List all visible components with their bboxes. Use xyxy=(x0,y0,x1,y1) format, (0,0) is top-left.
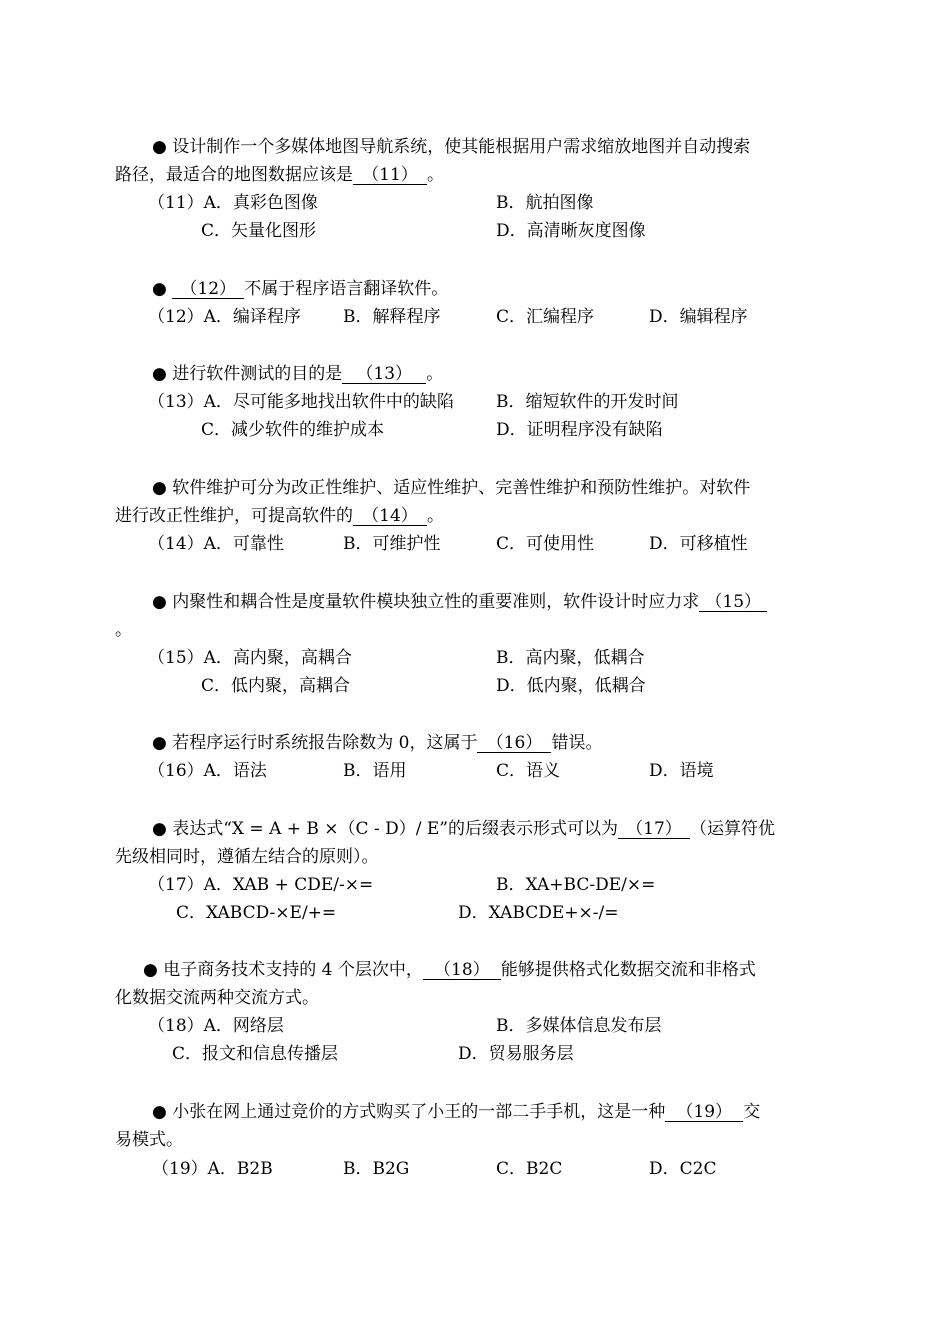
question-14-option-c: C．可使用性 xyxy=(496,534,595,554)
question-14-option-a: （14）A．可靠性 xyxy=(148,534,284,554)
question-18-stem-line1 xyxy=(143,960,840,980)
question-19-option-a: （19）A．B2B xyxy=(152,1159,273,1179)
question-17-stem-line2 xyxy=(115,847,840,867)
question-19-option-c: C．B2C xyxy=(496,1159,563,1179)
question-16-stem-end: 错误。 xyxy=(551,733,603,753)
question-15-option-a: （15）A．高内聚，高耦合 xyxy=(148,648,352,668)
question-11-stem-line2 xyxy=(115,165,840,185)
question-14-option-d: D．可移植性 xyxy=(649,534,748,554)
question-18-stem-line2 xyxy=(115,988,840,1008)
question-14-option-b: B．可维护性 xyxy=(343,534,441,554)
question-19-stem-line1 xyxy=(152,1102,840,1122)
question-16-option-c: C．语义 xyxy=(496,761,561,781)
question-17-stem-line1 xyxy=(152,819,840,839)
question-14-stem-end: 。 xyxy=(427,506,444,526)
question-11-stem-line1 xyxy=(152,137,840,157)
question-17-option-c: C．XABCD-×E/+= xyxy=(176,903,337,923)
question-19-option-d: D．C2C xyxy=(649,1159,717,1179)
answer-blank-19: （19） xyxy=(665,1103,743,1122)
answer-blank-11: （11） xyxy=(353,166,427,185)
question-18-option-b: B．多媒体信息发布层 xyxy=(496,1016,662,1036)
question-17-option-d: D．XABCDE+×-/= xyxy=(458,903,619,923)
question-11-option-d: D．高清晰灰度图像 xyxy=(496,221,646,241)
question-13-stem xyxy=(152,364,840,384)
question-17-option-a: （17）A．XAB + CDE/-×= xyxy=(148,875,374,895)
question-11-option-c: C．矢量化图形 xyxy=(201,221,317,241)
question-16-option-a: （16）A．语法 xyxy=(148,761,267,781)
question-12-option-b: B．解释程序 xyxy=(343,307,441,327)
question-12-option-c: C．汇编程序 xyxy=(496,307,595,327)
question-15-option-b: B．高内聚，低耦合 xyxy=(496,648,645,668)
question-18-stem-text2: 化数据交流两种交流方式。 xyxy=(115,988,319,1008)
question-12-stem-text: 不属于程序语言翻译软件。 xyxy=(244,279,449,299)
question-13-stem-end: 。 xyxy=(426,364,444,384)
answer-blank-15: （15） xyxy=(699,593,767,612)
question-11-stem-text: ● 设计制作一个多媒体地图导航系统，使其能根据用户需求缩放地图并自动搜索 xyxy=(152,137,751,157)
question-12-bullet: ● xyxy=(152,279,173,299)
question-18-option-a: （18）A．网络层 xyxy=(148,1016,284,1036)
question-15-stem-end: 。 xyxy=(115,620,132,640)
question-19-option-b: B．B2G xyxy=(343,1159,410,1179)
question-11-option-a: （11）A．真彩色图像 xyxy=(148,193,318,213)
answer-blank-17: （17） xyxy=(618,820,690,839)
question-13-option-b: B．缩短软件的开发时间 xyxy=(496,392,679,412)
question-17-option-b: B．XA+BC-DE/×= xyxy=(496,875,656,895)
question-17-stem-end: （运算符优 xyxy=(689,819,775,839)
question-12-option-d: D．编辑程序 xyxy=(649,307,748,327)
answer-blank-13: （13） xyxy=(342,365,426,384)
answer-blank-12: （12） xyxy=(172,280,244,299)
question-15-stem-text: ● 内聚性和耦合性是度量软件模块独立性的重要准则，软件设计时应力求 xyxy=(152,592,700,612)
question-13-stem-text: ● 进行软件测试的目的是 xyxy=(152,364,343,384)
question-15-option-c: C．低内聚，高耦合 xyxy=(201,676,351,696)
answer-blank-16: （16） xyxy=(477,734,551,753)
question-18-stem-text: ● 电子商务技术支持的 4 个层次中， xyxy=(143,960,423,980)
question-18-option-d: D．贸易服务层 xyxy=(458,1044,574,1064)
question-19-stem-line2 xyxy=(115,1130,840,1150)
question-18-option-c: C．报文和信息传播层 xyxy=(172,1044,339,1064)
question-14-stem-text: ● 软件维护可分为改正性维护、适应性维护、完善性维护和预防性维护。对软件 xyxy=(152,478,751,498)
question-13-option-c: C．减少软件的维护成本 xyxy=(201,420,385,440)
question-13-option-a: （13）A．尽可能多地找出软件中的缺陷 xyxy=(148,392,454,412)
answer-blank-14: （14） xyxy=(353,507,427,526)
question-12-option-a: （12）A．编译程序 xyxy=(148,307,301,327)
question-12-stem xyxy=(152,279,840,299)
question-19-stem-text2: 易模式。 xyxy=(115,1130,183,1150)
question-14-stem-line1 xyxy=(152,478,840,498)
question-13-option-d: D．证明程序没有缺陷 xyxy=(496,420,663,440)
question-11-stem-end: 。 xyxy=(427,165,444,185)
question-18-stem-end: 能够提供格式化数据交流和非格式 xyxy=(500,960,756,980)
question-17-stem-text2: 先级相同时，遵循左结合的原则）。 xyxy=(115,847,379,867)
question-11-stem-text2: 路径，最适合的地图数据应该是 xyxy=(115,165,353,185)
question-16-option-b: B．语用 xyxy=(343,761,407,781)
question-16-stem xyxy=(152,733,840,753)
question-15-option-d: D．低内聚，低耦合 xyxy=(496,676,646,696)
question-16-option-d: D．语境 xyxy=(649,761,714,781)
question-19-stem-text: ● 小张在网上通过竞价的方式购买了小王的一部二手手机，这是一种 xyxy=(152,1102,666,1122)
question-19-stem-end: 交 xyxy=(743,1102,761,1122)
answer-blank-18: （18） xyxy=(423,961,501,980)
question-17-stem-text: ● 表达式“X = A + B ×（C - D）/ E”的后缀表示形式可以为 xyxy=(152,819,618,839)
question-15-stem-line2 xyxy=(115,620,840,640)
question-11-option-b: B．航拍图像 xyxy=(496,193,594,213)
question-14-stem-text2: 进行改正性维护，可提高软件的 xyxy=(115,506,353,526)
question-14-stem-line2 xyxy=(115,506,840,526)
question-15-stem-line1 xyxy=(152,592,840,612)
question-16-stem-text: ● 若程序运行时系统报告除数为 0，这属于 xyxy=(152,733,478,753)
